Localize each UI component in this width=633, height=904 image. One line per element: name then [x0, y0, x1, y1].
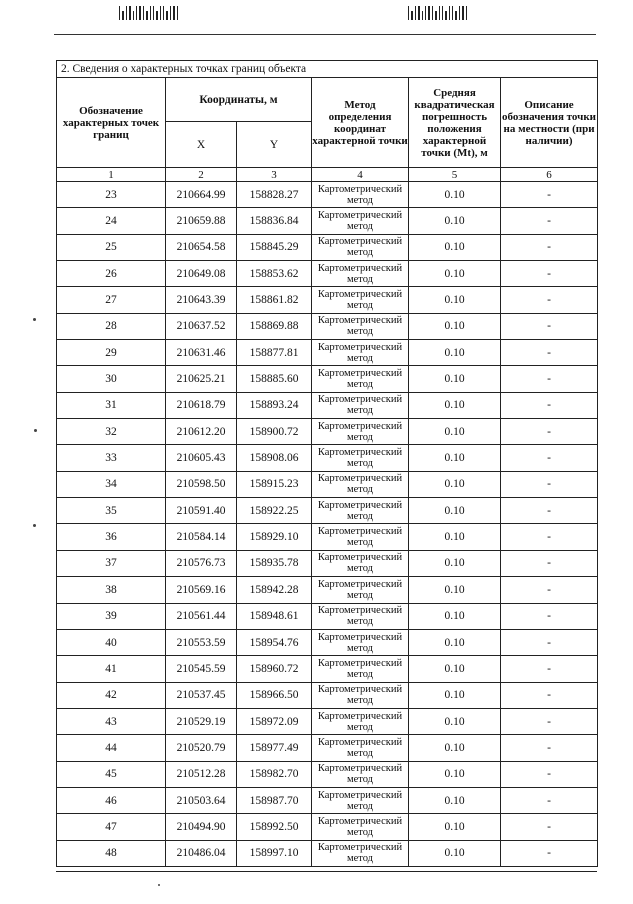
- header-rule: [54, 34, 596, 35]
- column-number: 3: [237, 168, 312, 182]
- table-row: [57, 708, 598, 734]
- method: Картометрический метод: [312, 629, 409, 655]
- point-description: -: [501, 761, 598, 787]
- point-description: -: [501, 366, 598, 392]
- coordinate-y: 158992.50: [237, 814, 312, 840]
- mean-square-error: 0.10: [409, 445, 501, 471]
- coordinate-x: 210625.21: [166, 366, 237, 392]
- coordinate-y: 158828.27: [237, 182, 312, 208]
- point-description: -: [501, 208, 598, 234]
- coordinate-x: 210494.90: [166, 814, 237, 840]
- coordinate-y: 158997.10: [237, 840, 312, 866]
- point-number: 33: [57, 445, 166, 471]
- table-row: [57, 524, 598, 550]
- column-number: 2: [166, 168, 237, 182]
- coordinate-x: 210503.64: [166, 787, 237, 813]
- coordinate-y: 158885.60: [237, 366, 312, 392]
- method: Картометрический метод: [312, 577, 409, 603]
- method: Картометрический метод: [312, 761, 409, 787]
- point-number: 35: [57, 498, 166, 524]
- coordinate-y: 158836.84: [237, 208, 312, 234]
- table-row: [57, 735, 598, 761]
- coordinate-y: 158966.50: [237, 682, 312, 708]
- coordinate-x: 210584.14: [166, 524, 237, 550]
- boundary-points-table: [56, 60, 598, 867]
- coordinate-y: 158929.10: [237, 524, 312, 550]
- point-number: 38: [57, 577, 166, 603]
- mean-square-error: 0.10: [409, 261, 501, 287]
- scan-speck: [33, 524, 36, 527]
- point-description: -: [501, 682, 598, 708]
- coordinate-x: 210643.39: [166, 287, 237, 313]
- point-number: 31: [57, 392, 166, 418]
- method: Картометрический метод: [312, 656, 409, 682]
- scan-speck: [158, 884, 160, 886]
- coordinate-y: 158853.62: [237, 261, 312, 287]
- table-row: [57, 787, 598, 813]
- coordinate-x: 210576.73: [166, 550, 237, 576]
- point-number: 30: [57, 366, 166, 392]
- method: Картометрический метод: [312, 682, 409, 708]
- mean-square-error: 0.10: [409, 419, 501, 445]
- table-bottom-rule: [56, 871, 597, 872]
- method: Картометрический метод: [312, 498, 409, 524]
- barcode-right: [408, 6, 467, 20]
- point-number: 41: [57, 656, 166, 682]
- mean-square-error: 0.10: [409, 340, 501, 366]
- mean-square-error: 0.10: [409, 182, 501, 208]
- mean-square-error: 0.10: [409, 735, 501, 761]
- coordinate-x: 210486.04: [166, 840, 237, 866]
- coordinate-y: 158915.23: [237, 471, 312, 497]
- point-number: 25: [57, 234, 166, 260]
- method: Картометрический метод: [312, 234, 409, 260]
- method: Картометрический метод: [312, 366, 409, 392]
- column-number: 4: [312, 168, 409, 182]
- coordinate-x: 210631.46: [166, 340, 237, 366]
- point-description: -: [501, 577, 598, 603]
- point-description: -: [501, 735, 598, 761]
- method: Картометрический метод: [312, 708, 409, 734]
- column-number: 5: [409, 168, 501, 182]
- header-x: X: [166, 122, 237, 168]
- table-row: [57, 313, 598, 339]
- coordinate-y: 158861.82: [237, 287, 312, 313]
- method: Картометрический метод: [312, 524, 409, 550]
- mean-square-error: 0.10: [409, 682, 501, 708]
- point-number: 34: [57, 471, 166, 497]
- table-row: [57, 577, 598, 603]
- coordinate-y: 158972.09: [237, 708, 312, 734]
- coordinate-x: 210512.28: [166, 761, 237, 787]
- mean-square-error: 0.10: [409, 287, 501, 313]
- table-row: [57, 629, 598, 655]
- header-error: Средняя квадратическая погрешность положения характерной точки (Mt), м: [409, 78, 501, 168]
- point-description: -: [501, 656, 598, 682]
- point-description: -: [501, 313, 598, 339]
- point-description: -: [501, 445, 598, 471]
- mean-square-error: 0.10: [409, 550, 501, 576]
- table-row: [57, 682, 598, 708]
- coordinate-y: 158954.76: [237, 629, 312, 655]
- column-number: 1: [57, 168, 166, 182]
- coordinate-y: 158922.25: [237, 498, 312, 524]
- method: Картометрический метод: [312, 208, 409, 234]
- table-row: [57, 761, 598, 787]
- column-number: 6: [501, 168, 598, 182]
- mean-square-error: 0.10: [409, 498, 501, 524]
- coordinate-y: 158942.28: [237, 577, 312, 603]
- table-row: [57, 814, 598, 840]
- scan-speck: [33, 318, 36, 321]
- mean-square-error: 0.10: [409, 208, 501, 234]
- coordinate-y: 158893.24: [237, 392, 312, 418]
- table-row: [57, 340, 598, 366]
- section-title: 2. Сведения о характерных точках границ объекта: [57, 61, 598, 78]
- coordinate-y: 158948.61: [237, 603, 312, 629]
- table-row: [57, 287, 598, 313]
- mean-square-error: 0.10: [409, 787, 501, 813]
- table-row: [57, 550, 598, 576]
- header-y: Y: [237, 122, 312, 168]
- table-row: [57, 445, 598, 471]
- point-description: -: [501, 234, 598, 260]
- coordinate-x: 210598.50: [166, 471, 237, 497]
- method: Картометрический метод: [312, 840, 409, 866]
- point-number: 28: [57, 313, 166, 339]
- point-number: 24: [57, 208, 166, 234]
- point-number: 47: [57, 814, 166, 840]
- point-number: 39: [57, 603, 166, 629]
- table-row: [57, 840, 598, 866]
- coordinate-y: 158960.72: [237, 656, 312, 682]
- coordinate-x: 210591.40: [166, 498, 237, 524]
- point-description: -: [501, 287, 598, 313]
- coordinate-y: 158900.72: [237, 419, 312, 445]
- coordinate-x: 210612.20: [166, 419, 237, 445]
- point-number: 23: [57, 182, 166, 208]
- coordinate-y: 158987.70: [237, 787, 312, 813]
- coordinate-x: 210545.59: [166, 656, 237, 682]
- method: Картометрический метод: [312, 471, 409, 497]
- point-number: 40: [57, 629, 166, 655]
- mean-square-error: 0.10: [409, 524, 501, 550]
- table-row: [57, 471, 598, 497]
- table-row: [57, 208, 598, 234]
- point-number: 48: [57, 840, 166, 866]
- mean-square-error: 0.10: [409, 629, 501, 655]
- coordinate-x: 210649.08: [166, 261, 237, 287]
- point-number: 43: [57, 708, 166, 734]
- method: Картометрический метод: [312, 814, 409, 840]
- mean-square-error: 0.10: [409, 840, 501, 866]
- coordinate-x: 210664.99: [166, 182, 237, 208]
- method: Картометрический метод: [312, 735, 409, 761]
- barcode-left: [119, 6, 178, 20]
- mean-square-error: 0.10: [409, 708, 501, 734]
- point-description: -: [501, 814, 598, 840]
- point-description: -: [501, 419, 598, 445]
- point-description: -: [501, 629, 598, 655]
- method: Картометрический метод: [312, 603, 409, 629]
- point-number: 46: [57, 787, 166, 813]
- point-description: -: [501, 603, 598, 629]
- point-number: 27: [57, 287, 166, 313]
- coordinate-y: 158845.29: [237, 234, 312, 260]
- point-description: -: [501, 787, 598, 813]
- method: Картометрический метод: [312, 445, 409, 471]
- table-row: [57, 656, 598, 682]
- point-number: 37: [57, 550, 166, 576]
- coordinate-y: 158935.78: [237, 550, 312, 576]
- point-description: -: [501, 524, 598, 550]
- method: Картометрический метод: [312, 287, 409, 313]
- table-row: [57, 498, 598, 524]
- method: Картометрический метод: [312, 313, 409, 339]
- method: Картометрический метод: [312, 261, 409, 287]
- point-number: 26: [57, 261, 166, 287]
- mean-square-error: 0.10: [409, 234, 501, 260]
- mean-square-error: 0.10: [409, 366, 501, 392]
- point-number: 42: [57, 682, 166, 708]
- coordinate-x: 210659.88: [166, 208, 237, 234]
- coordinate-x: 210618.79: [166, 392, 237, 418]
- method: Картометрический метод: [312, 392, 409, 418]
- coordinate-y: 158877.81: [237, 340, 312, 366]
- point-description: -: [501, 182, 598, 208]
- scan-speck: [34, 429, 37, 432]
- table-row: [57, 419, 598, 445]
- point-number: 45: [57, 761, 166, 787]
- point-number: 44: [57, 735, 166, 761]
- mean-square-error: 0.10: [409, 392, 501, 418]
- method: Картометрический метод: [312, 550, 409, 576]
- coordinate-x: 210553.59: [166, 629, 237, 655]
- coordinate-x: 210537.45: [166, 682, 237, 708]
- coordinate-y: 158908.06: [237, 445, 312, 471]
- table-row: [57, 366, 598, 392]
- mean-square-error: 0.10: [409, 814, 501, 840]
- table-row: [57, 261, 598, 287]
- method: Картометрический метод: [312, 182, 409, 208]
- point-description: -: [501, 261, 598, 287]
- point-number: 32: [57, 419, 166, 445]
- point-description: -: [501, 498, 598, 524]
- point-description: -: [501, 392, 598, 418]
- mean-square-error: 0.10: [409, 313, 501, 339]
- coordinate-x: 210654.58: [166, 234, 237, 260]
- method: Картометрический метод: [312, 787, 409, 813]
- point-description: -: [501, 840, 598, 866]
- header-point-label: Обозначение характерных точек границ: [57, 78, 166, 168]
- point-description: -: [501, 550, 598, 576]
- coordinate-x: 210637.52: [166, 313, 237, 339]
- mean-square-error: 0.10: [409, 577, 501, 603]
- table-row: [57, 234, 598, 260]
- point-number: 29: [57, 340, 166, 366]
- point-description: -: [501, 340, 598, 366]
- coordinate-x: 210569.16: [166, 577, 237, 603]
- method: Картометрический метод: [312, 340, 409, 366]
- coordinate-x: 210605.43: [166, 445, 237, 471]
- coordinate-x: 210520.79: [166, 735, 237, 761]
- header-method: Метод определения координат характерной точки: [312, 78, 409, 168]
- coordinate-x: 210529.19: [166, 708, 237, 734]
- mean-square-error: 0.10: [409, 761, 501, 787]
- mean-square-error: 0.10: [409, 471, 501, 497]
- mean-square-error: 0.10: [409, 603, 501, 629]
- method: Картометрический метод: [312, 419, 409, 445]
- table-row: [57, 392, 598, 418]
- header-description: Описание обозначения точки на местности (при наличии): [501, 78, 598, 168]
- point-number: 36: [57, 524, 166, 550]
- coordinate-x: 210561.44: [166, 603, 237, 629]
- table-row: [57, 603, 598, 629]
- mean-square-error: 0.10: [409, 656, 501, 682]
- coordinate-y: 158977.49: [237, 735, 312, 761]
- table-row: [57, 182, 598, 208]
- header-coordinates: Координаты, м: [166, 78, 312, 122]
- point-description: -: [501, 471, 598, 497]
- coordinate-y: 158982.70: [237, 761, 312, 787]
- coordinate-y: 158869.88: [237, 313, 312, 339]
- point-description: -: [501, 708, 598, 734]
